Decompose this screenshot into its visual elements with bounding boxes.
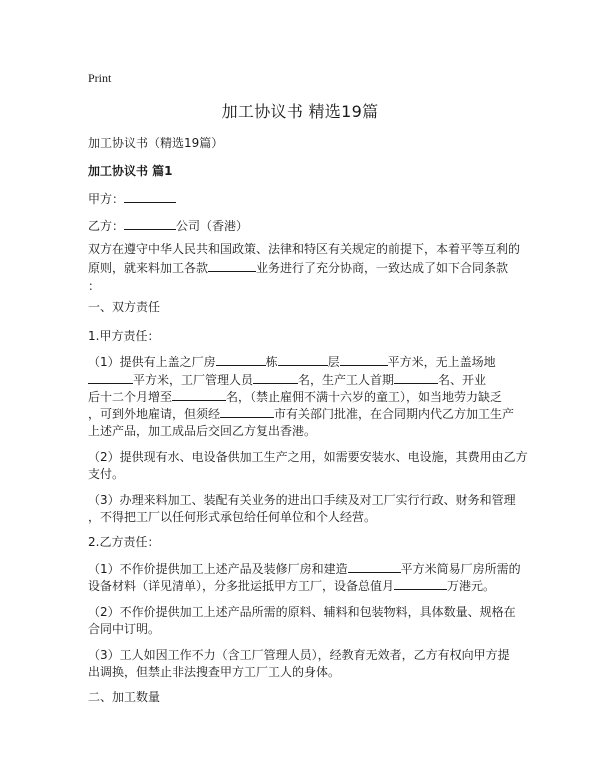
heading-quantity: 二、加工数量 [88,690,161,704]
p2-line-2: 支付。 [88,467,125,481]
p1-text: 名，生产工人首期 [298,373,395,387]
blank-field [220,405,274,418]
p1-text: （1）提供有上盖之厂房 [88,355,216,369]
party-b-label: 乙方： [88,219,125,233]
p1-line-1 [88,353,496,370]
intro-blank [208,259,256,272]
p1-text: 市有关部门批准，在合同期内代乙方加工生产 [274,407,515,421]
blank-field [216,353,266,366]
q3-line-2: 出调换，但禁止非法搜查甲方工厂工人的身体。 [88,665,341,679]
p3-line-2: ，不得把工厂以任何形式承包给任何单位和个人经营。 [88,510,377,524]
p1-text: 栋 [265,355,278,369]
q3-line-1: （3）工人如因工作不力（含工厂管理人员），经教育无效者，乙方有权向甲方提 [88,648,510,662]
p1-line-5: 上述产品，加工成品后交回乙方复出香港。 [88,424,317,438]
p1-text: 后十二个月增至 [88,390,173,404]
blank-field [172,388,226,401]
blank-field [340,353,388,366]
blank-field [394,371,438,384]
intro-text-b: 业务进行了充分协商，一致达成了如下合同条款 [256,261,509,275]
q1-text: 万港元。 [447,579,496,593]
intro-text-a: 原则，就来料加工各款 [88,261,209,275]
p3-line-1: （3）办理来料加工、装配有关业务的进出口手续及对工厂实行行政、财务和管理 [88,493,516,507]
q1-line-1 [88,560,521,577]
p1-line-3 [88,388,502,405]
document-subtitle: 加工协议书（精选19篇） [88,136,224,150]
blank-field [348,560,401,573]
p1-text: 平方米，工厂管理人员 [133,373,254,387]
party-a-blank [124,190,176,203]
p1-line-4 [88,405,514,422]
p1-text: ，可到外地雇请，但须经 [88,407,221,421]
p1-text: 平方米，无上盖场地 [387,355,496,369]
blank-field [88,371,133,384]
party-a-line [88,190,176,207]
q1-text: （1）不作价提供加工上述产品及装修厂房和建造 [88,562,348,576]
p1-text: 名、开业 [438,373,487,387]
section-title: 加工协议书 篇1 [88,164,173,178]
q2-line-1: （2）不作价提供加工上述产品所需的原料、辅料和包装物料，具体数量、规格在 [88,605,516,619]
party-b-responsibilities: 2.乙方责任： [88,535,160,549]
document-title: 加工协议书 精选19篇 [221,102,379,121]
blank-field [394,577,447,590]
q1-text: 平方米简易厂房所需的 [400,562,521,576]
intro-line-1: 双方在遵守中华人民共和国政策、法律和特区有关规定的前提下，本着平等互利的 [88,242,521,256]
print-label[interactable]: Print [88,71,112,85]
party-b-blank [124,217,176,230]
q1-text: 设备材料（详见清单），分多批运抵甲方工厂，设备总值月 [88,579,395,593]
blank-field [253,371,298,384]
p2-line-1: （2）提供现有水、电设备供加工生产之用，如需要安装水、电设施，其费用由乙方 [88,450,528,464]
intro-line-2 [88,259,508,276]
q2-line-2: 合同中订明。 [88,622,161,636]
blank-field [278,353,328,366]
q1-line-2 [88,577,495,594]
party-a-responsibilities: 1.甲方责任： [88,329,160,343]
p1-text: 名，（禁止雇佣不满十六岁的童工），如当地劳力缺乏 [226,390,503,404]
party-b-line [88,217,248,234]
party-a-label: 甲方： [88,192,125,206]
heading-responsibilities: 一、双方责任 [88,300,161,314]
p1-text: 层 [327,355,340,369]
p1-line-2 [88,371,486,388]
party-b-suffix: 公司（香港） [176,219,249,233]
intro-line-3: ： [88,279,101,293]
